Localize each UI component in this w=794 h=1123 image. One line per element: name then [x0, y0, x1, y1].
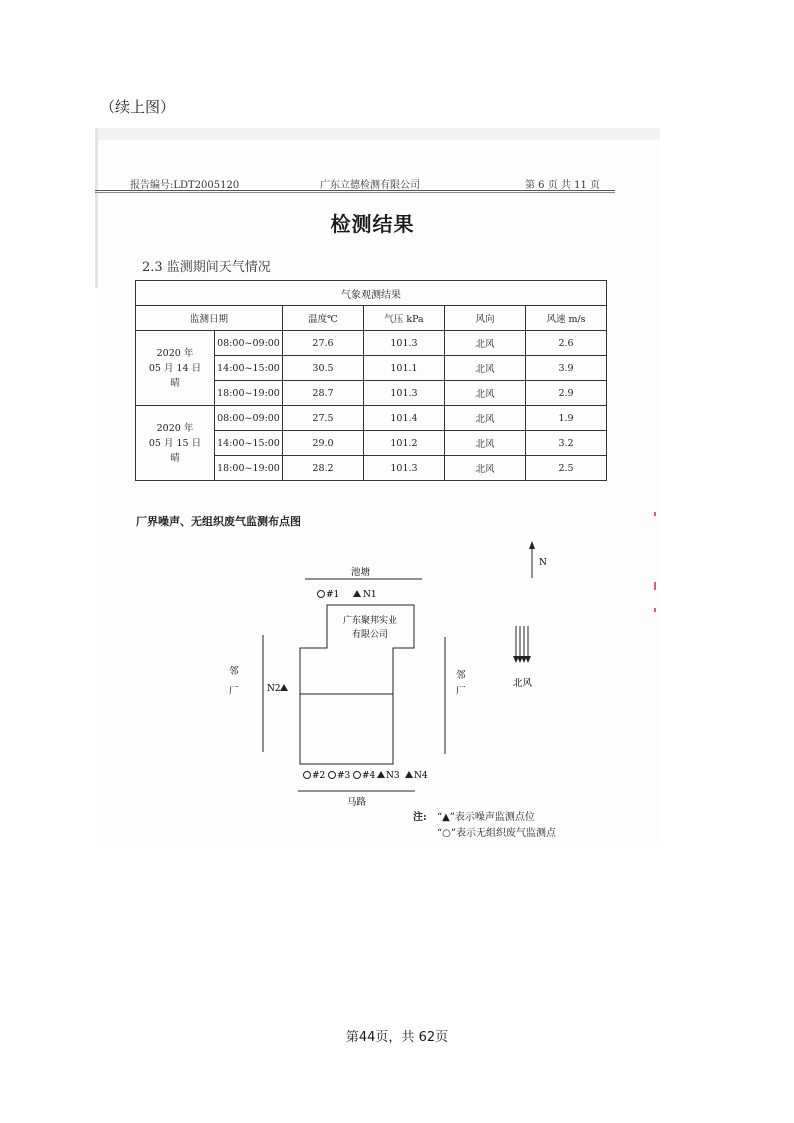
- report-company: 广东立德检测有限公司: [320, 180, 420, 191]
- section-title: 2.3 监测期间天气情况: [142, 260, 271, 275]
- noise-point-icon: [280, 684, 288, 691]
- wind-label: 北风: [513, 678, 533, 689]
- legend-note-label: 注:: [413, 812, 427, 823]
- point-label-n3: N3: [386, 771, 400, 781]
- noise-point-icon: [405, 771, 413, 778]
- point-label-n4: N4: [414, 771, 428, 781]
- gas-point-icon: [318, 591, 325, 598]
- header-pressure: 气压 kPa: [364, 306, 445, 331]
- temp-cell: 28.7: [283, 381, 364, 406]
- point-label-2: #2: [312, 771, 326, 781]
- time-cell: 08:00~09:00: [215, 331, 283, 356]
- speed-cell: 3.2: [526, 431, 607, 456]
- pressure-cell: 101.3: [364, 381, 445, 406]
- gas-point-icon: [354, 772, 361, 779]
- noise-point-icon: [377, 771, 385, 778]
- direction-cell: 北风: [445, 381, 526, 406]
- pressure-cell: 101.4: [364, 406, 445, 431]
- pressure-cell: 101.2: [364, 431, 445, 456]
- legend-noise: “▲”表示噪声监测点位: [437, 812, 535, 823]
- legend-gas: “○”表示无组织废气监测点: [437, 828, 556, 839]
- header-temperature: 温度℃: [283, 306, 364, 331]
- noise-point-icon: [353, 590, 361, 597]
- pressure-cell: 101.3: [364, 331, 445, 356]
- temp-cell: 29.0: [283, 431, 364, 456]
- time-cell: 08:00~09:00: [215, 406, 283, 431]
- date-year: 2020 年: [156, 422, 194, 434]
- date-weather: 晴: [170, 377, 180, 389]
- point-label-1: #1: [326, 590, 340, 600]
- direction-cell: 北风: [445, 456, 526, 481]
- point-label-n1: N1: [363, 590, 377, 600]
- speed-cell: 2.5: [526, 456, 607, 481]
- page-footer: 第44页，共 62页: [345, 1030, 449, 1045]
- date-weather: 晴: [170, 452, 180, 464]
- scanned-report-page: [95, 128, 660, 846]
- date-day: 05 月 15 日: [148, 437, 202, 449]
- neighbor-left-line1: 邻: [229, 666, 239, 677]
- report-number: 报告编号:LDT2005120: [130, 180, 240, 191]
- continuation-label: （续上图）: [100, 98, 176, 116]
- north-arrow-icon: [529, 541, 535, 578]
- date-day: 05 月 14 日: [148, 362, 202, 374]
- map-legend: [413, 810, 556, 839]
- temp-cell: 27.5: [283, 406, 364, 431]
- pond-label: 池塘: [351, 567, 371, 578]
- neighbor-right-line2: 厂: [456, 686, 466, 697]
- speed-cell: 3.9: [526, 356, 607, 381]
- north-label: N: [539, 558, 547, 568]
- direction-cell: 北风: [445, 356, 526, 381]
- legend-row-noise: [413, 810, 535, 826]
- wind-direction-arrows-icon: [513, 626, 531, 663]
- time-cell: 14:00~15:00: [215, 431, 283, 456]
- header-wind-direction: 风向: [445, 306, 526, 331]
- date-year: 2020 年: [156, 347, 194, 359]
- company-name-line2: 有限公司: [351, 630, 389, 640]
- point-label-4: #4: [362, 771, 376, 781]
- speed-cell: 2.6: [526, 331, 607, 356]
- monitoring-site-map: [95, 128, 660, 846]
- temp-cell: 28.2: [283, 456, 364, 481]
- point-label-n2: N2: [267, 684, 281, 694]
- scan-margin-marks: [654, 512, 656, 612]
- pressure-cell: 101.1: [364, 356, 445, 381]
- gas-point-icon: [329, 772, 336, 779]
- header-date: 监测日期: [136, 306, 283, 331]
- neighbor-right-line1: 邻: [456, 670, 466, 681]
- road-label: 马路: [347, 797, 367, 808]
- pressure-cell: 101.3: [364, 456, 445, 481]
- speed-cell: 1.9: [526, 406, 607, 431]
- time-cell: 14:00~15:00: [215, 356, 283, 381]
- speed-cell: 2.9: [526, 381, 607, 406]
- company-name-line1: 广东聚邦实业: [342, 616, 398, 626]
- temp-cell: 30.5: [283, 356, 364, 381]
- time-cell: 18:00~19:00: [215, 381, 283, 406]
- temp-cell: 27.6: [283, 331, 364, 356]
- header-wind-speed: 风速 m/s: [526, 306, 607, 331]
- company-boundary: [300, 605, 414, 764]
- direction-cell: 北风: [445, 431, 526, 456]
- direction-cell: 北风: [445, 331, 526, 356]
- direction-cell: 北风: [445, 406, 526, 431]
- neighbor-left-line2: 厂: [229, 686, 239, 697]
- time-cell: 18:00~19:00: [215, 456, 283, 481]
- point-label-3: #3: [337, 771, 351, 781]
- table-caption: 气象观测结果: [136, 281, 607, 306]
- gas-point-icon: [304, 772, 311, 779]
- map-title: 厂界噪声、无组织废气监测布点图: [136, 515, 301, 528]
- report-title: 检测结果: [330, 212, 415, 236]
- report-page-count: 第 6 页 共 11 页: [525, 180, 600, 191]
